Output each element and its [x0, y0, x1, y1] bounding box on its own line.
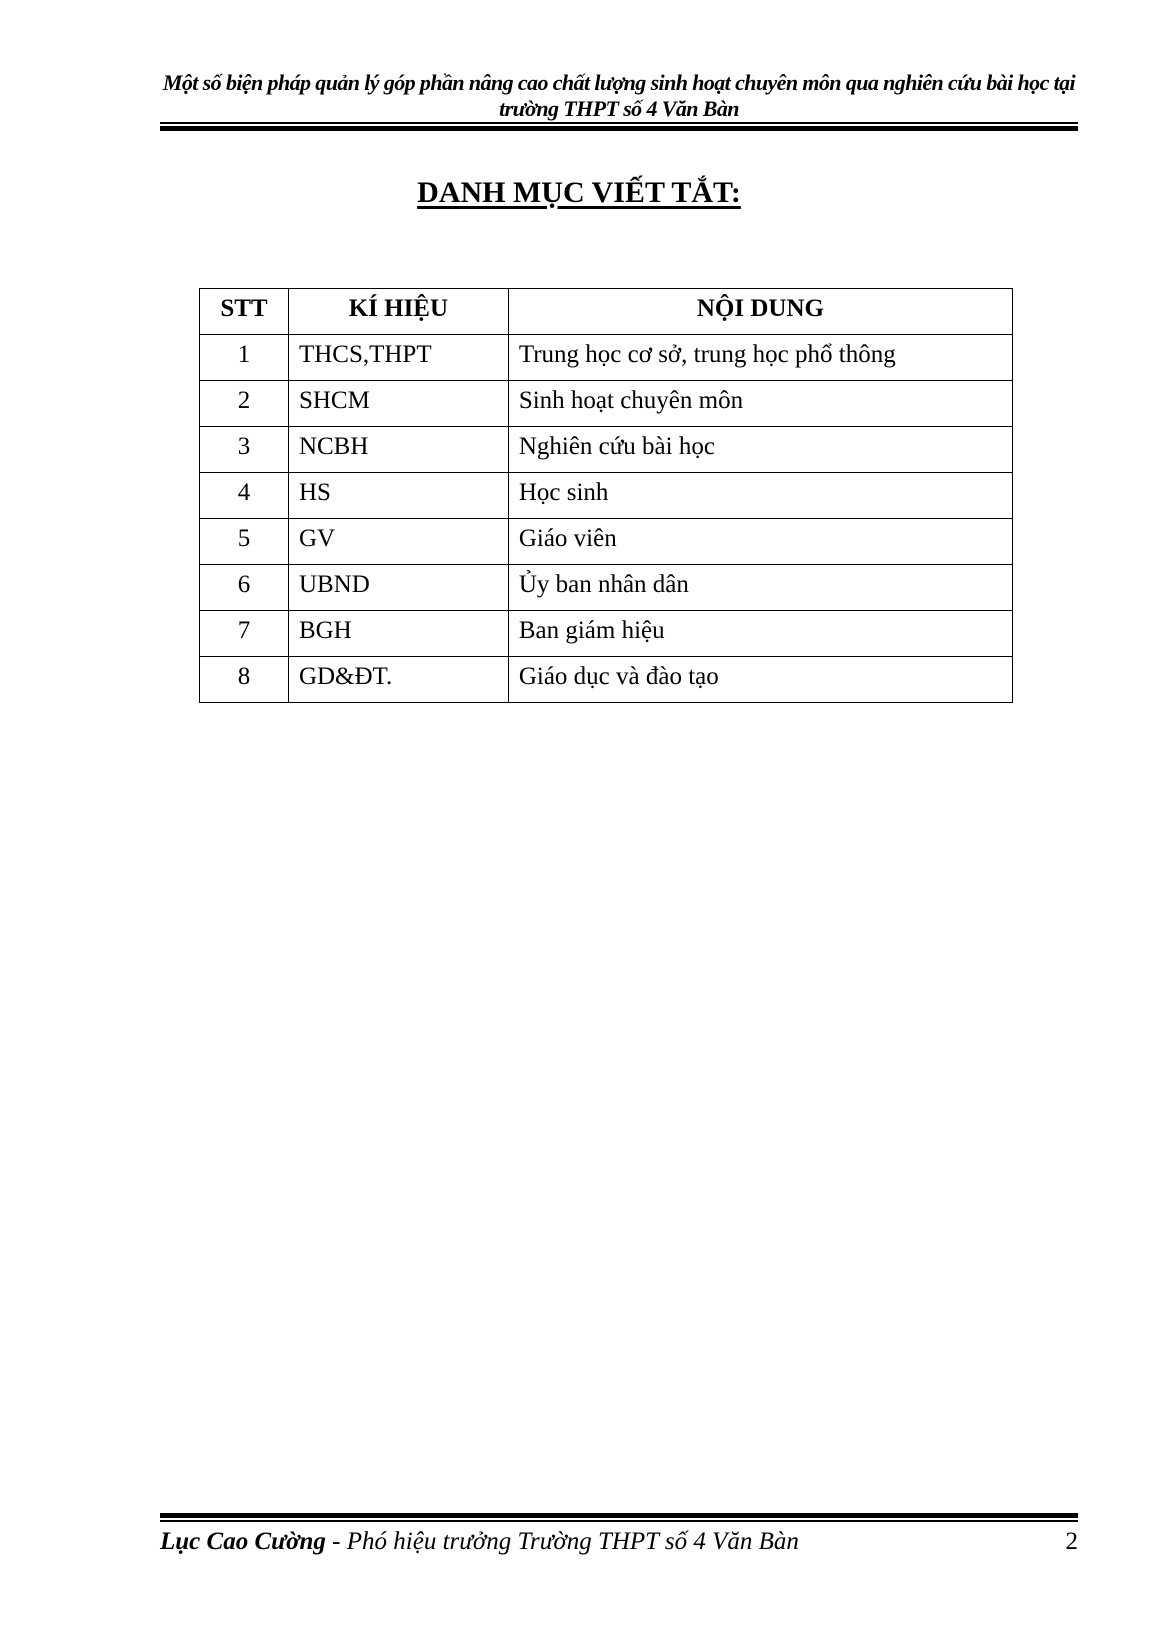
table-row: [200, 427, 1013, 473]
footer-divider: [160, 1520, 1078, 1522]
row-stt: 8: [200, 657, 289, 703]
header-divider: [160, 122, 1078, 124]
row-stt: 6: [200, 565, 289, 611]
column-header-symbol: KÍ HIỆU: [288, 289, 508, 335]
row-content: Ban giám hiệu: [508, 611, 1012, 657]
header-line-2: trường THPT số 4 Văn Bàn: [499, 96, 739, 121]
table-row: [200, 565, 1013, 611]
abbreviation-table: [199, 288, 1013, 703]
row-symbol: THCS,THPT: [288, 335, 508, 381]
table-row: [200, 335, 1013, 381]
footer-separator: -: [325, 1528, 347, 1555]
row-stt: 7: [200, 611, 289, 657]
row-symbol: NCBH: [288, 427, 508, 473]
row-content: Sinh hoạt chuyên môn: [508, 381, 1012, 427]
page-footer: [160, 1528, 1078, 1556]
footer-divider-thick: [160, 1513, 1078, 1518]
row-content: Nghiên cứu bài học: [508, 427, 1012, 473]
row-symbol: GV: [288, 519, 508, 565]
footer-role: Phó hiệu trưởng Trường THPT số 4 Văn Bàn: [346, 1528, 799, 1555]
table-row: [200, 519, 1013, 565]
row-stt: 2: [200, 381, 289, 427]
page-header: [160, 70, 1078, 122]
row-content: Giáo dục và đào tạo: [508, 657, 1012, 703]
row-stt: 4: [200, 473, 289, 519]
page-number: 2: [1065, 1528, 1078, 1555]
table-header-row: [200, 289, 1013, 335]
row-symbol: UBND: [288, 565, 508, 611]
row-content: Trung học cơ sở, trung học phổ thông: [508, 335, 1012, 381]
row-content: Giáo viên: [508, 519, 1012, 565]
row-symbol: SHCM: [288, 381, 508, 427]
column-header-stt: STT: [200, 289, 289, 335]
page-title: DANH MỤC VIẾT TẮT:: [417, 176, 741, 209]
table-row: [200, 381, 1013, 427]
row-symbol: BGH: [288, 611, 508, 657]
row-symbol: HS: [288, 473, 508, 519]
row-content: Học sinh: [508, 473, 1012, 519]
row-stt: 1: [200, 335, 289, 381]
row-stt: 3: [200, 427, 289, 473]
table-row: [200, 657, 1013, 703]
row-content: Ủy ban nhân dân: [508, 565, 1012, 611]
row-stt: 5: [200, 519, 289, 565]
table-row: [200, 473, 1013, 519]
footer-author: Lục Cao Cường: [160, 1528, 326, 1555]
row-symbol: GD&ĐT.: [288, 657, 508, 703]
table-row: [200, 611, 1013, 657]
header-line-1: Một số biện pháp quản lý góp phần nâng cao chất lượng sinh hoạt chuyên môn qua nghiên cứu bài học tại: [162, 70, 1076, 95]
column-header-content: NỘI DUNG: [508, 289, 1012, 335]
header-divider-thick: [160, 126, 1078, 131]
